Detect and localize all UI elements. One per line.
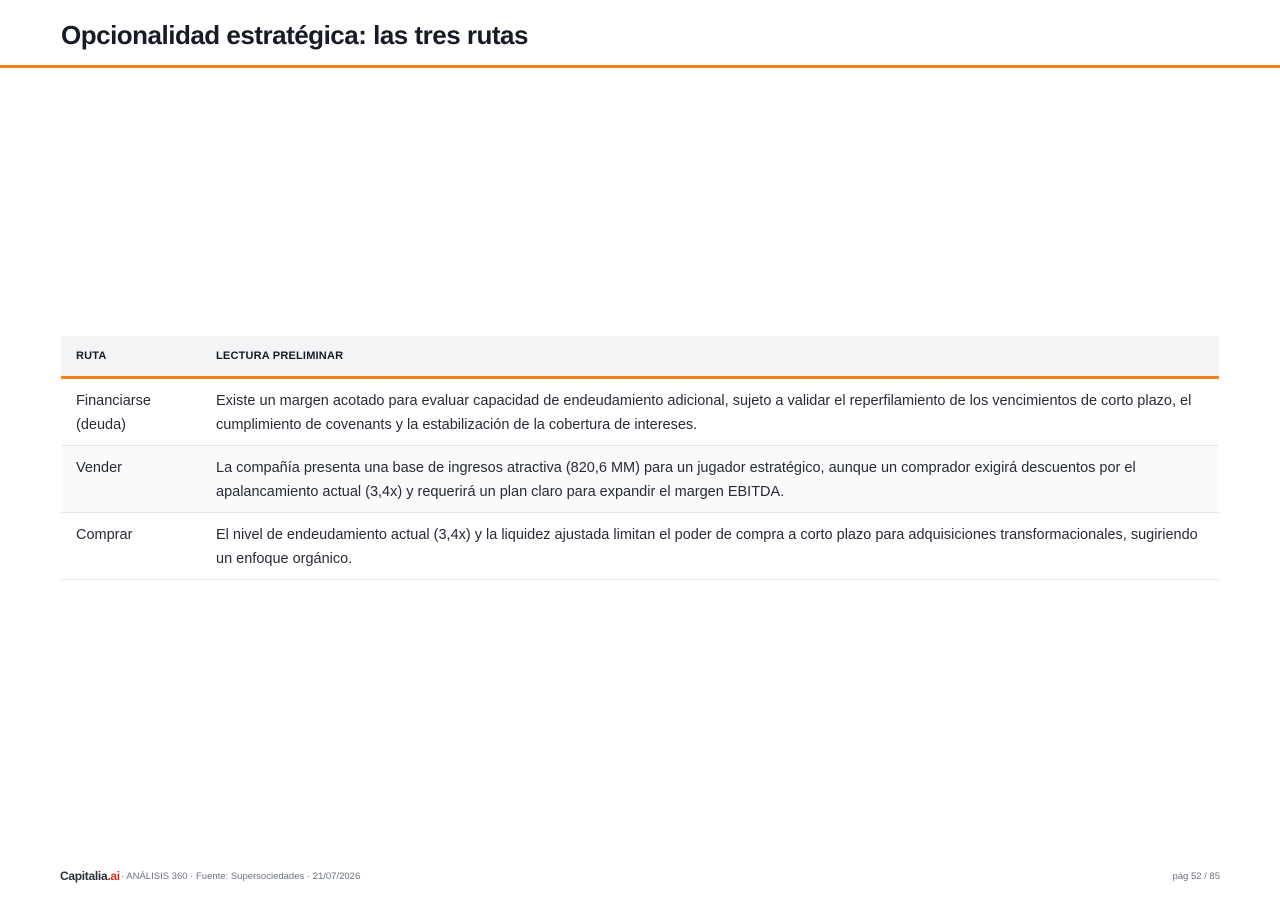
table-row — [61, 512, 1219, 579]
page-header — [0, 0, 1280, 68]
table-body — [61, 377, 1219, 579]
route-cell: Comprar — [61, 512, 201, 579]
brand-name: Capitalia — [60, 869, 108, 883]
route-cell: Financiarse (deuda) — [61, 377, 201, 445]
route-cell: Vender — [61, 445, 201, 512]
page-footer — [60, 869, 1220, 885]
footer-source-meta: · ANÁLISIS 360 · Fuente: Supersociedades · 21/07/2026 — [121, 871, 361, 882]
routes-table — [61, 336, 1219, 580]
table-row — [61, 445, 1219, 512]
routes-table-container — [61, 336, 1219, 580]
brand-suffix: .ai — [107, 869, 120, 883]
reading-cell: El nivel de endeudamiento actual (3,4x) y la liquidez ajustada limitan el poder de compra a corto plazo para adquisiciones transformacionales, sugiriendo un enfoque orgánico. — [201, 512, 1219, 579]
page-title: Opcionalidad estratégica: las tres rutas — [61, 20, 528, 50]
reading-cell: Existe un margen acotado para evaluar capacidad de endeudamiento adicional, sujeto a validar el reperfilamiento de los vencimientos de corto plazo, el cumplimiento de covenants y la estabilización de la cobertura de intereses. — [201, 377, 1219, 445]
brand-logo — [60, 869, 120, 883]
reading-cell: La compañía presenta una base de ingresos atractiva (820,6 MM) para un jugador estratégico, aunque un comprador exigirá descuentos por el apalancamiento actual (3,4x) y requerirá un plan claro para expandir el margen EBITDA. — [201, 445, 1219, 512]
table-header-row — [61, 336, 1219, 377]
column-header-lectura: LECTURA PRELIMINAR — [201, 336, 1219, 377]
table-header — [61, 336, 1219, 377]
table-row — [61, 377, 1219, 445]
column-header-ruta: RUTA — [61, 336, 201, 377]
page-number: pág 52 / 85 — [1172, 871, 1220, 882]
